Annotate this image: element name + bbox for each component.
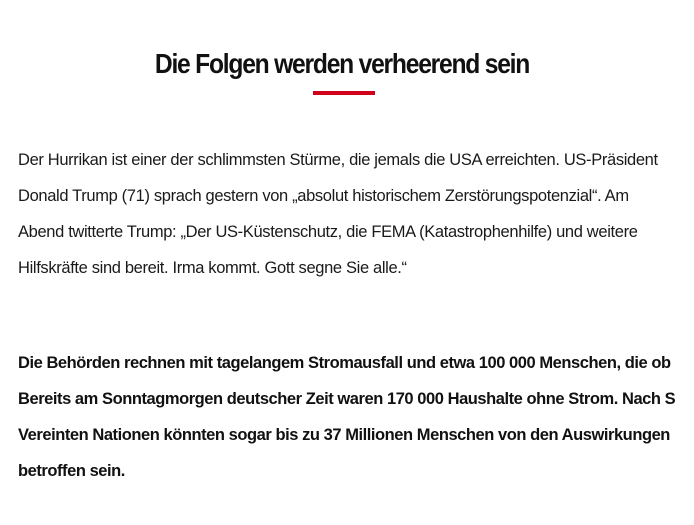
headline-accent-rule <box>313 91 375 95</box>
article-paragraph-2 <box>18 345 675 489</box>
article-headline: Die Folgen werden verheerend sein <box>154 48 530 79</box>
paragraph-2-line-1: Die Behörden rechnen mit tagelangem Stromausfall und etwa 100 000 Menschen, die ob <box>18 354 671 372</box>
paragraph-2-line-3: Vereinten Nationen könnten sogar bis zu 37 Millionen Menschen von den Auswirkungen <box>18 426 670 444</box>
paragraph-2-line-4: betroffen sein. <box>18 462 125 480</box>
paragraph-2-line-2: Bereits am Sonntagmorgen deutscher Zeit waren 170 000 Haushalte ohne Strom. Nach S <box>18 390 676 408</box>
article-paragraph-1: Der Hurrikan ist einer der schlimmsten Stürme, die jemals die USA erreichten. US-Präsident Donald Trump (71) sprach gestern von „absolut historischem Zerstörungspotenzial“. Am Abend twitterte Trump: „Der US-Küstenschutz, die FEMA (Katastrophenhilfe) und weitere Hilfskräfte sind bereit. Irma kommt. Gott segne Sie alle.“ <box>18 151 658 277</box>
